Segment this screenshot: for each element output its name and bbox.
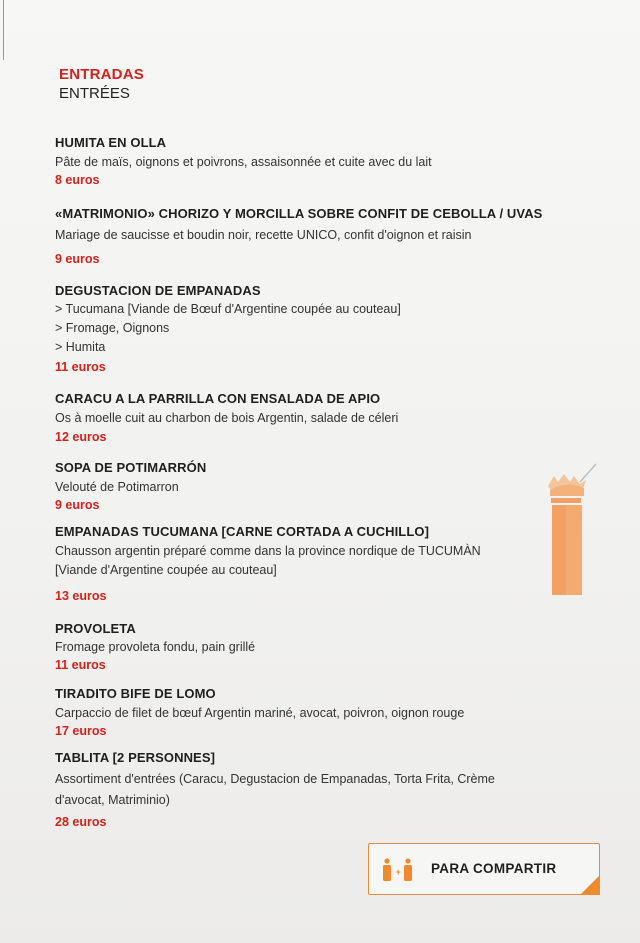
item-description-line: Carpaccio de filet de bœuf Argentin mariné, avocat, poivron, oignon rouge — [55, 706, 465, 720]
section-title-es: ENTRADAS — [59, 66, 144, 83]
item-name: TABLITA [2 PERSONNES] — [55, 750, 216, 765]
page-edge — [3, 0, 4, 60]
item-description-line: Fromage provoleta fondu, pain grillé — [55, 640, 256, 654]
menu-item — [55, 750, 575, 829]
item-description-line: Pâte de maïs, oignons et poivrons, assaisonnée et cuite avec du lait — [55, 155, 432, 169]
menu-item — [55, 524, 575, 603]
menu-item — [55, 686, 575, 738]
item-description-line: Os à moelle cuit au charbon de bois Argentin, salade de céleri — [55, 411, 399, 425]
menu-item — [55, 206, 575, 266]
item-name: PROVOLETA — [55, 621, 136, 636]
item-description-line: Chausson argentin préparé comme dans la province nordique de TUCUMÀN — [55, 544, 481, 558]
menu-item — [55, 135, 575, 187]
item-name: SOPA DE POTIMARRÓN — [55, 460, 207, 475]
item-description-line: > Tucumana [Viande de Bœuf d'Argentine coupée au couteau] — [55, 302, 401, 316]
share-badge — [368, 843, 600, 895]
svg-text:+: + — [395, 867, 401, 877]
item-name: TIRADITO BIFE DE LOMO — [55, 686, 216, 701]
item-description — [55, 409, 575, 427]
item-description-line: d'avocat, Matriminio) — [55, 793, 170, 807]
two-people-icon — [381, 858, 417, 882]
section-title-fr: ENTRÉES — [59, 85, 130, 102]
item-name: EMPANADAS TUCUMANA [CARNE CORTADA A CUCHILLO] — [55, 524, 430, 539]
item-price: 11 euros — [55, 360, 106, 374]
item-name: HUMITA EN OLLA — [55, 135, 167, 150]
item-description — [55, 478, 575, 496]
corner-fold-icon — [580, 875, 600, 895]
item-price: 17 euros — [55, 724, 107, 738]
item-description — [55, 769, 575, 811]
item-price: 13 euros — [55, 589, 107, 603]
share-label: PARA COMPARTIR — [431, 861, 557, 876]
item-name: «MATRIMONIO» CHORIZO Y MORCILLA SOBRE CONFIT DE CEBOLLA / UVAS — [55, 206, 543, 221]
item-price: 28 euros — [55, 815, 107, 829]
item-description — [55, 300, 575, 357]
item-description — [55, 542, 575, 580]
menu-item — [55, 621, 575, 672]
item-name: DEGUSTACION DE EMPANADAS — [55, 283, 261, 298]
fork-illustration-icon — [540, 460, 600, 600]
menu-item — [55, 391, 575, 444]
item-description-line: [Viande d'Argentine coupée au couteau] — [55, 563, 277, 577]
item-description-line: Assortiment d'entrées (Caracu, Degustacion de Empanadas, Torta Frita, Crème — [55, 772, 495, 786]
item-price: 12 euros — [55, 430, 107, 444]
item-description — [55, 638, 575, 656]
menu-item — [55, 283, 575, 374]
item-description-line: > Fromage, Oignons — [55, 321, 170, 335]
item-description — [55, 226, 575, 244]
item-description — [55, 704, 575, 722]
item-name: CARACU A LA PARRILLA CON ENSALADA DE APIO — [55, 391, 381, 406]
item-description-line: Mariage de saucisse et boudin noir, recette UNICO, confit d'oignon et raisin — [55, 228, 472, 242]
item-price: 11 euros — [55, 658, 106, 672]
item-description-line: > Humita — [55, 340, 106, 354]
item-description-line: Velouté de Potimarron — [55, 480, 179, 494]
menu-item — [55, 460, 575, 512]
item-price: 8 euros — [55, 173, 100, 187]
item-price: 9 euros — [55, 252, 100, 266]
section-heading — [59, 66, 144, 102]
item-description — [55, 153, 575, 171]
item-price: 9 euros — [55, 498, 100, 512]
